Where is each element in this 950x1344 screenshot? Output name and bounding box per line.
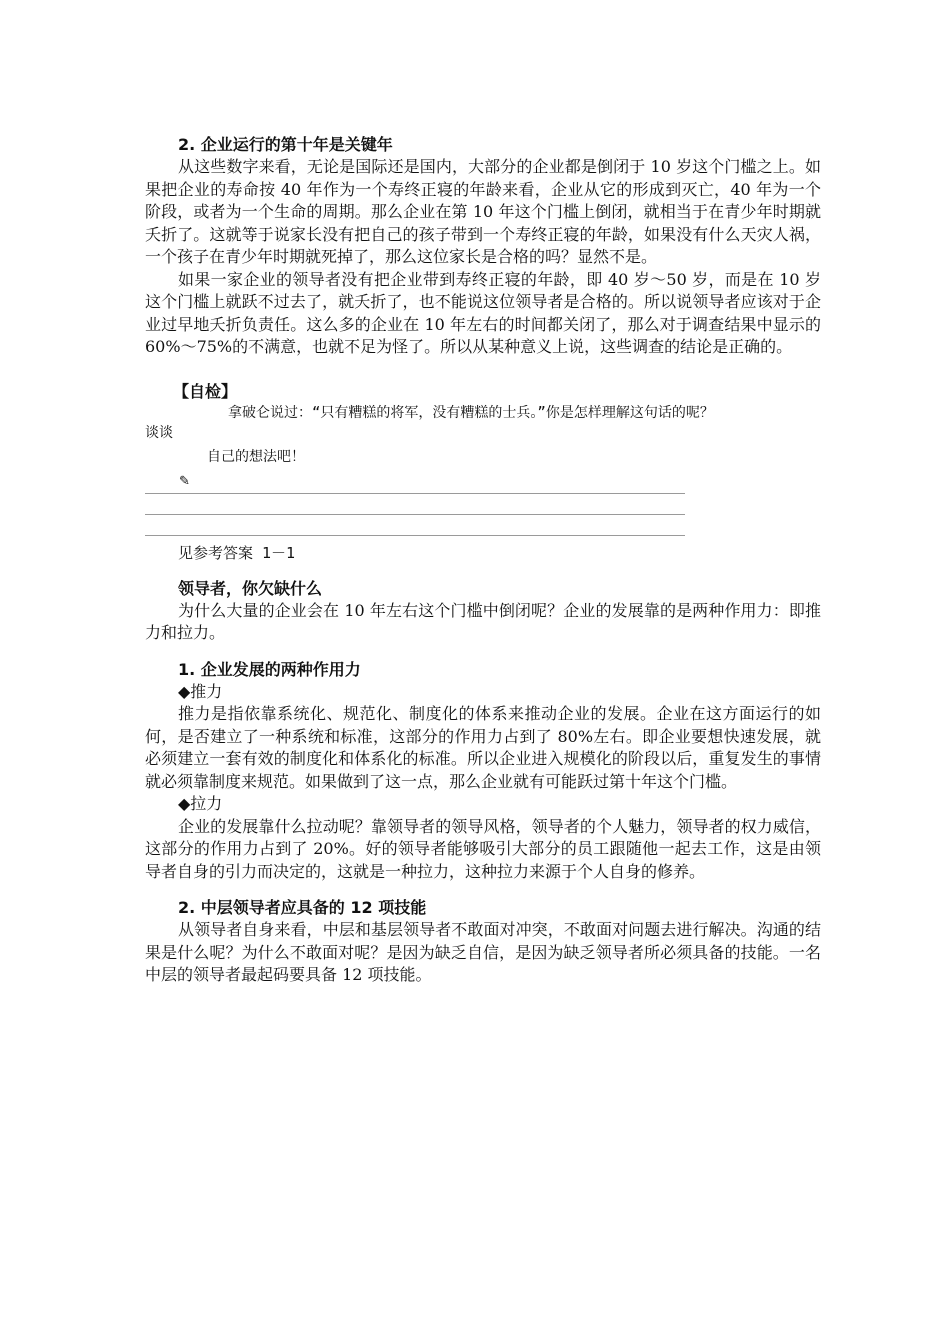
answer-line	[145, 515, 685, 536]
self-check-question	[145, 403, 821, 467]
self-check-title: 【自检】	[173, 381, 238, 401]
paragraph: 推力是指依靠系统化、规范化、制度化的体系来推动企业的发展。企业在这方面运行的如何，是否建立了一种系统和标准，这部分的作用力占到了 80%左右。即企业要想快速发展，就必须建立一套有效的制度化和体系化的标准。所以企业进入规模化的阶段以后，重复发生的事情就必须靠制度来规范。如果做到了这一点，那么企业就有可能跃过第十年这个门槛。	[145, 704, 821, 791]
answer-lines	[145, 473, 685, 536]
answer-line	[145, 473, 685, 494]
bullet-push: ◆推力	[178, 681, 223, 701]
paragraph: 企业的发展靠什么拉动呢？靠领导者的领导风格，领导者的个人魅力，领导者的权力威信，这部分的作用力占到了 20%。好的领导者能够吸引大部分的员工跟随他一起去工作，这是由领导者自身的引力而决定的，这就是一种拉力，这种拉力来源于个人自身的修养。	[145, 816, 821, 881]
paragraph: 从领导者自身来看，中层和基层领导者不敢面对冲突，不敢面对问题去进行解决。沟通的结果是什么呢？为什么不敢面对呢？是因为缺乏自信，是因为缺乏领导者所必须具备的技能。一名中层的领导者最起码要具备 12 项技能。	[145, 920, 821, 984]
question-line: 自己的想法吧！	[207, 448, 305, 465]
answer-line	[145, 494, 685, 515]
bullet-pull: ◆拉力	[178, 794, 223, 813]
section-heading-two-forces: 1. 企业发展的两种作用力	[178, 659, 361, 679]
question-line: 谈谈	[145, 424, 173, 441]
question-line: 拿破仑说过：“只有糟糕的将军，没有糟糕的士兵。”你是怎样理解这句话的呢？	[228, 404, 714, 421]
answer-reference: 见参考答案 1－1	[178, 543, 296, 562]
paragraph: 为什么大量的企业会在 10 年左右这个门槛中倒闭呢？企业的发展靠的是两种作用力：即推力和拉力。	[145, 600, 821, 642]
section-heading-12-skills: 2. 中层领导者应具备的 12 项技能	[178, 898, 427, 917]
paragraph: 从这些数字来看，无论是国际还是国内，大部分的企业都是倒闭于 10 岁这个门槛之上。如果把企业的寿命按 40 年作为一个寿终正寝的年龄来看，企业从它的形成到灭亡，40 年为一个阶段，或者为一个生命的周期。那么企业在第 10 年这个门槛上倒闭，就相当于在青少年时期就夭折了。这就等于说家长没有把自己的孩子带到一个寿终正寝的年龄，如果没有什么天灾人祸，一个孩子在青少年时期就死掉了，那么这位家长是合格的吗？显然不是。	[145, 157, 821, 266]
section-heading-key-year: 2. 企业运行的第十年是关键年	[178, 135, 393, 154]
document-page	[145, 134, 821, 987]
paragraph: 如果一家企业的领导者没有把企业带到寿终正寝的年龄，即 40 岁～50 岁，而是在 10 岁这个门槛上就跃不过去了，就夭折了，也不能说这位领导者是合格的。所以说领导者应该对于企业过早地夭折负责任。这么多的企业在 10 年左右的时间都关闭了，那么对于调查结果中显示的 60%～75%的不满意，也就不足为怪了。所以从某种意义上说，这些调查的结论是正确的。	[145, 269, 821, 356]
section-heading-leader-lacks: 领导者，你欠缺什么	[178, 578, 323, 598]
pencil-icon: ✎	[179, 473, 190, 489]
